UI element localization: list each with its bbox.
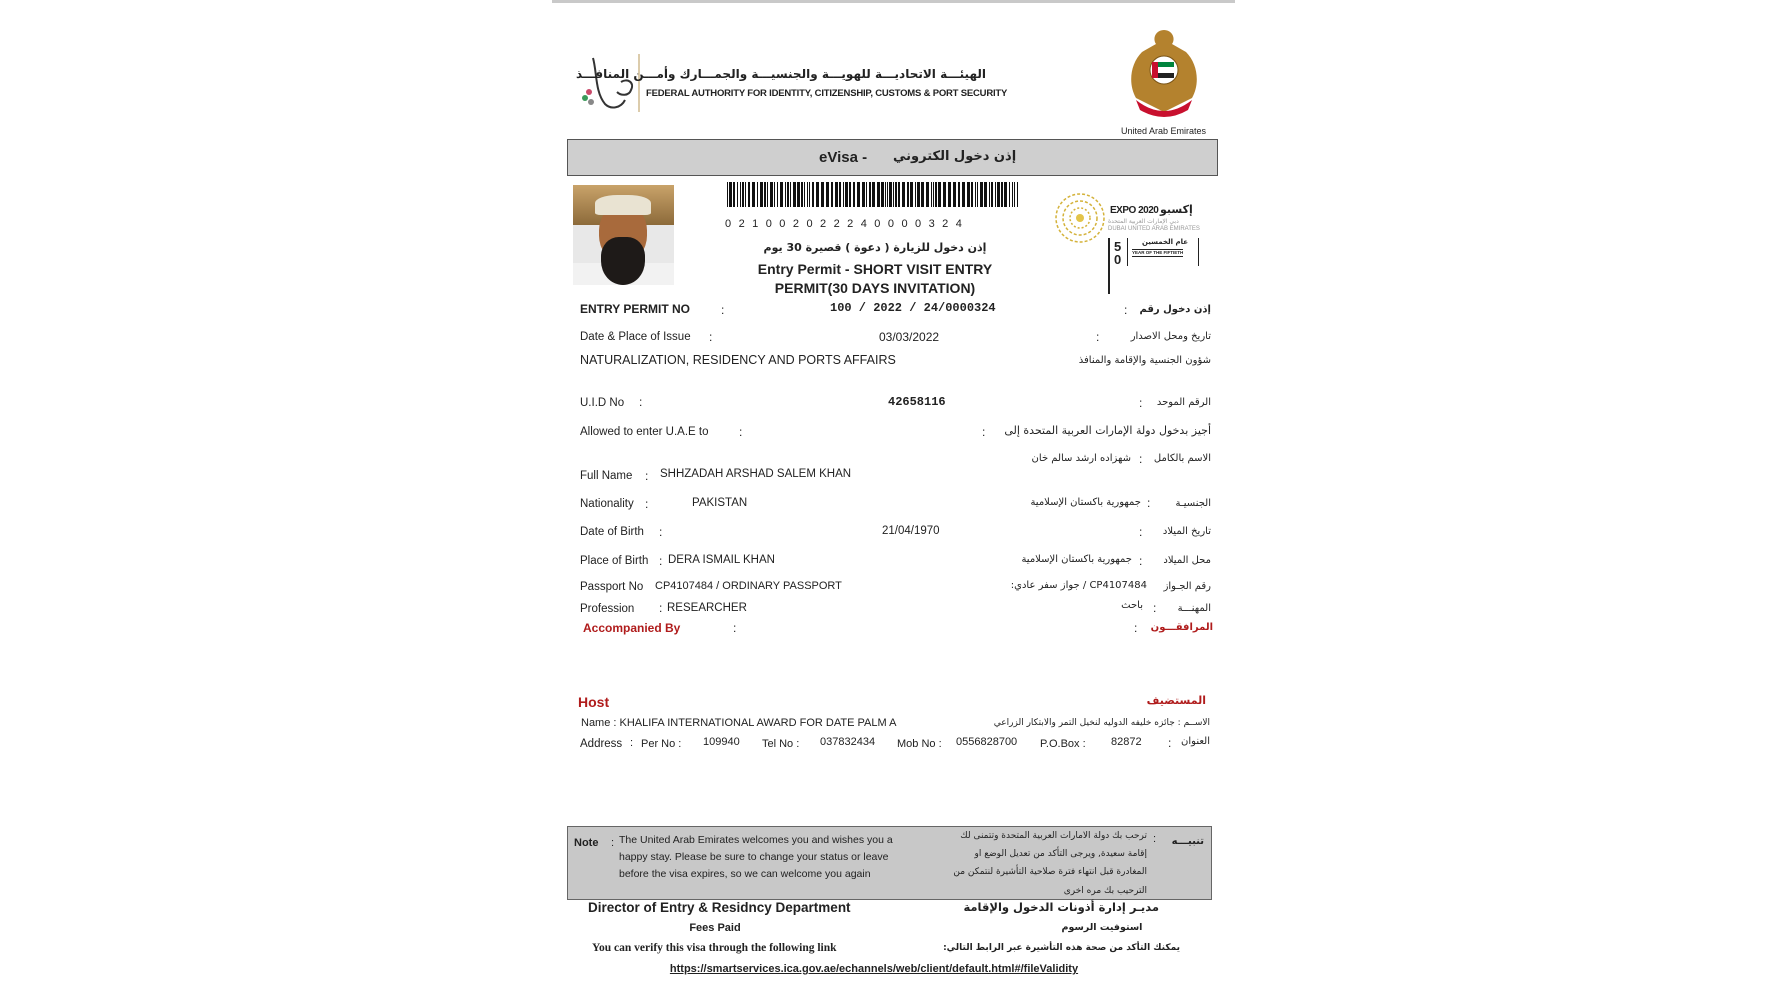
- issue-date-value: 03/03/2022: [879, 330, 940, 344]
- barcode-bar: [997, 182, 1000, 207]
- barcode-bar: [812, 182, 814, 207]
- fees-paid-en: Fees Paid: [689, 922, 741, 934]
- barcode-bar: [826, 182, 829, 207]
- colon: :: [1139, 525, 1143, 539]
- profession-label-ar: المهنـــة: [1177, 603, 1211, 614]
- barcode-bar: [780, 182, 783, 207]
- barcode-bar: [760, 182, 763, 207]
- note-label: Note: [574, 837, 599, 849]
- nationality-label-ar: الجنسيـة: [1175, 498, 1211, 509]
- barcode-bar: [835, 182, 838, 207]
- colon: :: [630, 737, 634, 749]
- barcode: [727, 182, 1018, 207]
- colon: :: [982, 425, 986, 439]
- colon: :: [739, 425, 743, 439]
- barcode-bar: [921, 182, 924, 207]
- barcode-bar: [821, 182, 824, 207]
- barcode-bar: [917, 182, 920, 207]
- barcode-bar: [977, 182, 978, 207]
- barcode-bar: [774, 182, 775, 207]
- host-name-value: KHALIFA INTERNATIONAL AWARD FOR DATE PALM A: [619, 717, 897, 729]
- barcode-bar: [898, 182, 900, 207]
- tel-label: Tel No :: [762, 738, 800, 750]
- barcode-bar: [953, 182, 956, 207]
- host-name-label-text: Name: [581, 717, 611, 729]
- dob-value: 21/04/1970: [882, 525, 940, 537]
- note-line-ar-1: ترحب بك دولة الامارات العربية المتحدة وتتمنى لك: [960, 831, 1147, 841]
- barcode-bar: [764, 182, 766, 207]
- page-top-edge: [552, 0, 1235, 3]
- nationality-value-ar: جمهورية باكستان الإسلامية: [1030, 497, 1141, 508]
- colon: :: [1168, 736, 1172, 750]
- barcode-bar: [915, 182, 916, 207]
- barcode-bar: [991, 182, 993, 207]
- barcode-bar: [958, 182, 960, 207]
- barcode-bar: [902, 182, 905, 207]
- barcode-bar: [1017, 182, 1018, 207]
- barcode-bar: [804, 182, 805, 207]
- barcode-bar: [926, 182, 929, 207]
- note-line-ar-3: المغادرة قبل انتهاء فترة صلاحية التأشيرة لنتمكن من: [953, 867, 1147, 877]
- barcode-bar: [948, 182, 951, 207]
- barcode-bar: [831, 182, 833, 207]
- barcode-bar: [907, 182, 909, 207]
- barcode-bar: [809, 182, 810, 207]
- issue-label-ar: تاريخ ومحل الاصدار: [1130, 331, 1211, 342]
- year-of-fifty-box: [1127, 238, 1199, 266]
- colon: :: [1124, 303, 1128, 317]
- tel-value: 037832434: [820, 736, 876, 748]
- barcode-bar: [740, 182, 741, 207]
- barcode-bar: [1014, 182, 1015, 207]
- barcode-bar: [770, 182, 773, 207]
- barcode-bar: [933, 182, 934, 207]
- note-line-ar-2: إقامة سعيدة, ويرجى التأكد من تعديل الوضع او: [974, 849, 1147, 859]
- barcode-bar: [893, 182, 894, 207]
- barcode-bar: [872, 182, 875, 207]
- barcode-bar: [801, 182, 803, 207]
- passport-label: Passport No: [580, 581, 644, 593]
- colon: :: [1134, 621, 1138, 635]
- uae-emblem-icon: [1122, 24, 1206, 122]
- issue-place-value-ar: شؤون الجنسية والإقامة والمنافذ: [1078, 355, 1211, 366]
- permit-title-ar: إذن دخول للزيارة ( دعوة ) قصيرة 30 يوم: [763, 241, 987, 254]
- pob-label-ar: محل الميلاد: [1163, 555, 1211, 566]
- barcode-bar: [971, 182, 973, 207]
- barcode-bar: [777, 182, 778, 207]
- barcode-bar: [984, 182, 987, 207]
- verify-link[interactable]: https://smartservices.ica.gov.ae/echannels/web/client/default.html#/fileValidity: [669, 963, 1079, 975]
- nationality-value: PAKISTAN: [692, 497, 748, 509]
- barcode-bar: [839, 182, 841, 207]
- barcode-bar: [767, 182, 768, 207]
- director-ar: مديـر إدارة أذونات الدخول والإقامة: [963, 900, 1159, 914]
- colon: :: [639, 395, 643, 409]
- host-title: Host: [578, 694, 610, 710]
- emblem-caption: United Arab Emirates: [1121, 126, 1207, 136]
- barcode-bar: [881, 182, 884, 207]
- barcode-bar: [797, 182, 800, 207]
- barcode-bar: [729, 182, 732, 207]
- barcode-bar: [975, 182, 976, 207]
- permit-title-en-1: Entry Permit - SHORT VISIT ENTRY: [757, 261, 993, 277]
- barcode-bar: [877, 182, 880, 207]
- evisa-band: [567, 139, 1218, 176]
- permit-title-en-2: PERMIT(30 DAYS INVITATION): [774, 280, 976, 296]
- barcode-bar: [849, 182, 851, 207]
- barcode-bar: [816, 182, 819, 207]
- barcode-bar: [943, 182, 946, 207]
- allowed-label: Allowed to enter U.A.E to: [580, 426, 709, 438]
- entry-permit-no-label-ar: إذن دخول رقم: [1139, 304, 1211, 315]
- note-line-ar-4: الترحيب بك مره اخرى: [1063, 886, 1147, 896]
- colon: :: [611, 837, 615, 849]
- pob-value: DERA ISMAIL KHAN: [668, 554, 775, 566]
- entry-permit-no-value: 100 / 2022 / 24/0000324: [830, 301, 996, 315]
- issue-label: Date & Place of Issue: [580, 331, 691, 343]
- barcode-bar: [989, 182, 990, 207]
- colon: :: [645, 497, 649, 511]
- director-en: Director of Entry & Residncy Department: [588, 900, 851, 915]
- colon: :: [733, 621, 737, 635]
- barcode-bar: [748, 182, 750, 207]
- colon: :: [659, 601, 663, 615]
- barcode-bar: [752, 182, 755, 207]
- colon: :: [1147, 496, 1151, 510]
- colon: :: [1096, 330, 1100, 344]
- colon: :: [659, 525, 663, 539]
- uid-label-ar: الرقم الموحد: [1156, 397, 1211, 408]
- colon: :: [1153, 833, 1157, 845]
- full-name-value: SHHZADAH ARSHAD SALEM KHAN: [660, 468, 852, 480]
- barcode-bar: [980, 182, 983, 207]
- passport-value: CP4107484 / ORDINARY PASSPORT: [655, 580, 842, 592]
- authority-name-en: FEDERAL AUTHORITY FOR IDENTITY, CITIZENSHIP, CUSTOMS & PORT SECURITY: [646, 88, 1008, 99]
- per-no-label: Per No :: [641, 738, 682, 750]
- barcode-bar: [853, 182, 855, 207]
- nationality-label: Nationality: [580, 498, 634, 510]
- colon: :: [1139, 452, 1143, 466]
- passport-label-ar: رقم الجـواز: [1163, 581, 1211, 592]
- barcode-bar: [785, 182, 786, 207]
- host-title-ar: المستضيف: [1146, 694, 1206, 707]
- expo-title-en: EXPO 2020: [1110, 205, 1159, 216]
- mob-value: 0556828700: [956, 736, 1018, 748]
- host-address-label-ar: العنوان: [1181, 736, 1210, 747]
- barcode-bar: [995, 182, 996, 207]
- profession-label: Profession: [580, 603, 635, 615]
- expo-title-ar: إكسبو: [1160, 203, 1193, 216]
- profession-value: RESEARCHER: [667, 602, 747, 614]
- barcode-bar: [962, 182, 965, 207]
- barcode-bar: [869, 182, 871, 207]
- colon: :: [1153, 601, 1157, 615]
- barcode-bar: [935, 182, 937, 207]
- colon: :: [1139, 554, 1143, 568]
- fees-paid-ar: استوفيت الرسوم: [1061, 922, 1143, 933]
- note-line-en-2: happy stay. Please be sure to change your status or leave: [619, 851, 889, 863]
- full-name-label-ar: الاسم بالكامل: [1153, 453, 1211, 464]
- barcode-bar: [1012, 182, 1013, 207]
- barcode-bar: [843, 182, 844, 207]
- falcon-logo-icon: [581, 52, 641, 114]
- year-of-fifty-divider: [1108, 238, 1110, 294]
- barcode-bar: [967, 182, 970, 207]
- note-line-en-3: before the visa expires, so we can welcome you again: [619, 868, 871, 880]
- barcode-bar: [885, 182, 886, 207]
- barcode-bar: [742, 182, 744, 207]
- expo-sub-ar: دبي الإمارات العربية المتحدة: [1108, 218, 1179, 225]
- barcode-bar: [931, 182, 932, 207]
- host-name-value-ar: جائزه خليفه الدوليه لنخيل التمر والابتكار الزراعي: [993, 718, 1175, 728]
- host-address-label: Address: [580, 738, 623, 750]
- colon: :: [721, 303, 725, 317]
- colon: :: [659, 554, 663, 568]
- barcode-bar: [727, 182, 728, 207]
- uid-label: U.I.D No: [580, 397, 625, 409]
- profession-value-ar: باحث: [1121, 600, 1143, 611]
- barcode-digits: 0 2 1 0 0 2 0 2 2 2 4 0 0 0 0 3 2 4: [725, 218, 965, 230]
- entry-permit-no-label: ENTRY PERMIT NO: [580, 302, 691, 316]
- full-name-label: Full Name: [580, 470, 633, 482]
- dob-label: Date of Birth: [580, 526, 644, 538]
- pob-label: Place of Birth: [580, 555, 649, 567]
- barcode-bar: [757, 182, 758, 207]
- colon: :: [1139, 396, 1143, 410]
- verify-en: You can verify this visa through the following link: [592, 942, 837, 954]
- barcode-bar: [790, 182, 791, 207]
- expo-2020-logo-icon: [1052, 190, 1108, 246]
- note-label-ar: تنبيـــه: [1171, 836, 1204, 847]
- evisa-label-ar: إذن دخول الكتروني: [893, 149, 1017, 164]
- barcode-bar: [857, 182, 860, 207]
- expo-sub-en: DUBAI UNITED ARAB EMIRATES: [1108, 226, 1200, 232]
- host-name-ar: الاســم : جائزه خليفه الدوليه لنخيل التمر والابتكار الزراعي: [993, 718, 1210, 728]
- dob-label-ar: تاريخ الميلاد: [1162, 526, 1211, 537]
- barcode-bar: [895, 182, 897, 207]
- host-name-label-ar: الاســم: [1183, 718, 1210, 728]
- full-name-value-ar: شهزاده ارشد سالم خان: [1031, 453, 1131, 464]
- barcode-bar: [910, 182, 913, 207]
- authority-name-ar: الهيئـــة الاتحاديـــة للهويـــة والجنسيـــة والجمـــارك وأمـــن المنافـــذ: [576, 67, 986, 81]
- barcode-bar: [787, 182, 789, 207]
- evisa-label-en: eVisa -: [819, 149, 868, 166]
- verify-ar: يمكنك التأكد من صحة هذه التأشيرة عبر الرابط التالي:: [943, 943, 1180, 953]
- year-of-fifty-number: 50: [1114, 239, 1122, 267]
- per-no-value: 109940: [703, 736, 740, 748]
- note-line-en-1: The United Arab Emirates welcomes you and wishes you a: [619, 834, 893, 846]
- barcode-bar: [745, 182, 746, 207]
- barcode-bar: [737, 182, 738, 207]
- pob-value-ar: جمهورية باكستان الإسلامية: [1021, 554, 1132, 565]
- barcode-bar: [845, 182, 848, 207]
- mob-label: Mob No :: [897, 738, 942, 750]
- barcode-bar: [889, 182, 892, 207]
- barcode-bar: [862, 182, 865, 207]
- note-box: [567, 826, 1212, 900]
- host-name-label: Name : KHALIFA INTERNATIONAL AWARD FOR DATE PALM A: [581, 717, 897, 729]
- barcode-bar: [1001, 182, 1003, 207]
- allowed-label-ar: أجيز بدخول دولة الإمارات العربية المتحدة إلى: [1004, 424, 1211, 437]
- year-of-fifty-ar: عام الخمسين: [1141, 238, 1188, 246]
- barcode-bar: [1009, 182, 1010, 207]
- accompanied-label-ar: المرافقـــون: [1150, 622, 1213, 633]
- passport-value-ar: CP4107484 / جواز سفر عادي:: [1010, 580, 1147, 591]
- barcode-bar: [807, 182, 808, 207]
- issue-place-value: NATURALIZATION, RESIDENCY AND PORTS AFFAIRS: [580, 353, 896, 367]
- colon: :: [709, 330, 713, 344]
- barcode-bar: [733, 182, 735, 207]
- barcode-bar: [866, 182, 867, 207]
- applicant-photo: [573, 185, 674, 285]
- pobox-value: 82872: [1111, 736, 1142, 748]
- colon: :: [645, 469, 649, 483]
- barcode-bar: [1004, 182, 1007, 207]
- uid-value: 42658116: [888, 395, 946, 409]
- accompanied-label: Accompanied By: [583, 621, 681, 635]
- barcode-bar: [887, 182, 888, 207]
- year-of-fifty-en: YEAR OF THE FIFTIETH: [1132, 250, 1184, 255]
- barcode-bar: [938, 182, 941, 207]
- pobox-label: P.O.Box :: [1040, 738, 1086, 750]
- barcode-bar: [793, 182, 796, 207]
